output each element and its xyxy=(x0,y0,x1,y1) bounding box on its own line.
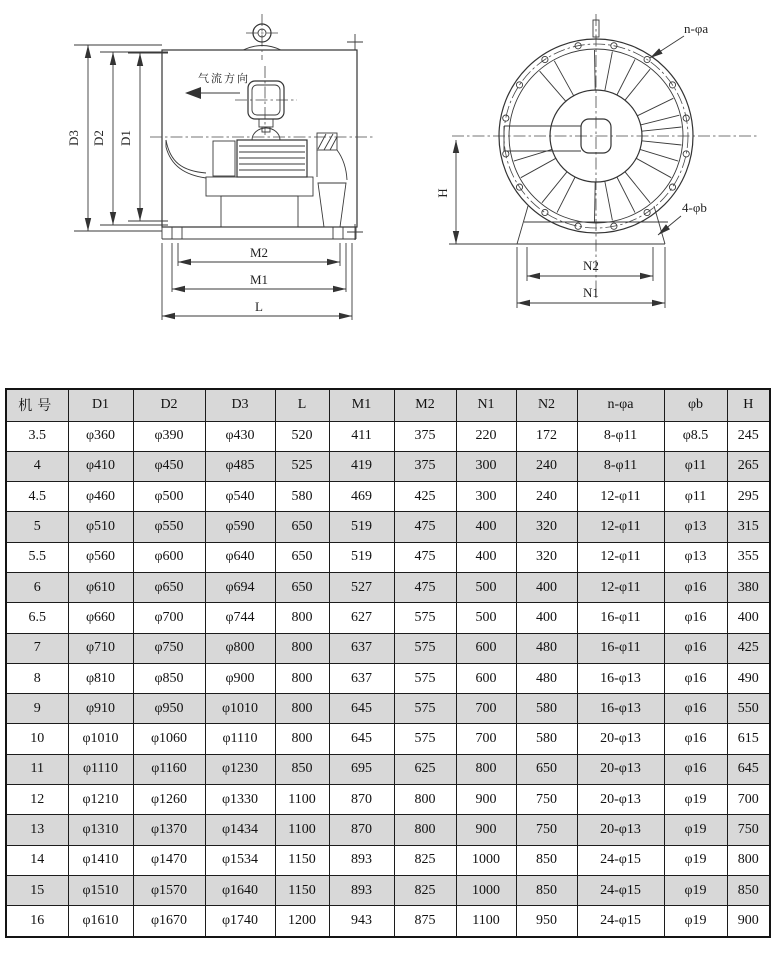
table-row xyxy=(6,754,770,784)
table-cell: φ19 xyxy=(664,785,727,815)
table-cell: 220 xyxy=(456,421,516,451)
table-cell: 750 xyxy=(516,815,577,845)
table-cell: 6 xyxy=(6,572,68,602)
table-cell: 469 xyxy=(329,482,394,512)
table-cell: 580 xyxy=(516,694,577,724)
diffuser-cone xyxy=(318,183,346,227)
dim-label-n2: N2 xyxy=(583,258,599,273)
table-cell: φ16 xyxy=(664,724,727,754)
table-cell: 400 xyxy=(516,572,577,602)
table-cell: 580 xyxy=(275,482,329,512)
table-row xyxy=(6,785,770,815)
table-cell: φ1060 xyxy=(133,724,205,754)
table-cell: φ1160 xyxy=(133,754,205,784)
table-cell: 580 xyxy=(516,724,577,754)
table-cell: 800 xyxy=(275,633,329,663)
table-cell: φ360 xyxy=(68,421,133,451)
table-cell: 320 xyxy=(516,512,577,542)
table-cell: 16-φ13 xyxy=(577,663,664,693)
table-cell: 1150 xyxy=(275,845,329,875)
table-cell: 16 xyxy=(6,906,68,937)
table-cell: 240 xyxy=(516,482,577,512)
table-cell: 527 xyxy=(329,572,394,602)
motor xyxy=(213,140,307,177)
table-cell: φ900 xyxy=(205,663,275,693)
table-cell: 637 xyxy=(329,633,394,663)
table-cell: 315 xyxy=(727,512,770,542)
table-cell: 425 xyxy=(394,482,456,512)
motor-pedestal xyxy=(206,177,346,227)
table-cell: φ430 xyxy=(205,421,275,451)
table-cell: 825 xyxy=(394,845,456,875)
table-cell: φ700 xyxy=(133,603,205,633)
table-cell: 12-φ11 xyxy=(577,572,664,602)
table-cell: 3.5 xyxy=(6,421,68,451)
dim-label-d1: D1 xyxy=(118,130,133,146)
table-row xyxy=(6,724,770,754)
col-header-m2: M2 xyxy=(394,389,456,421)
table-cell: 400 xyxy=(456,512,516,542)
dim-label-m1: M1 xyxy=(249,272,269,287)
table-cell: φ540 xyxy=(205,482,275,512)
table-cell: 8-φ11 xyxy=(577,451,664,481)
table-cell: φ11 xyxy=(664,482,727,512)
diameter-dimensions xyxy=(66,45,168,231)
table-cell: 300 xyxy=(456,482,516,512)
table-cell: φ640 xyxy=(205,542,275,572)
table-cell: 900 xyxy=(727,906,770,937)
table-cell: 1150 xyxy=(275,875,329,905)
table-cell: φ1470 xyxy=(133,845,205,875)
table-cell: 625 xyxy=(394,754,456,784)
table-cell: 475 xyxy=(394,542,456,572)
table-cell: 375 xyxy=(394,421,456,451)
table-cell: φ590 xyxy=(205,512,275,542)
table-cell: φ650 xyxy=(133,572,205,602)
table-cell: 500 xyxy=(456,603,516,633)
col-header-d1: D1 xyxy=(68,389,133,421)
table-cell: 893 xyxy=(329,845,394,875)
inlet-bell xyxy=(166,140,206,178)
table-cell: φ1510 xyxy=(68,875,133,905)
dim-label-m2: M2 xyxy=(249,245,269,260)
table-cell: 425 xyxy=(727,633,770,663)
airflow-direction-label: 气流方向 xyxy=(198,73,250,85)
table-cell: 850 xyxy=(516,845,577,875)
table-row xyxy=(6,663,770,693)
table-cell: φ19 xyxy=(664,815,727,845)
table-cell: 4.5 xyxy=(6,482,68,512)
table-cell: φ485 xyxy=(205,451,275,481)
table-cell: 575 xyxy=(394,694,456,724)
table-cell: φ1534 xyxy=(205,845,275,875)
table-cell: φ910 xyxy=(68,694,133,724)
table-cell: φ560 xyxy=(68,542,133,572)
table-cell: 870 xyxy=(329,785,394,815)
table-cell: φ16 xyxy=(664,572,727,602)
dim-label-h: H xyxy=(435,188,450,198)
table-cell: 600 xyxy=(456,633,516,663)
table-cell: 1000 xyxy=(456,845,516,875)
table-cell: 600 xyxy=(456,663,516,693)
table-cell: φ450 xyxy=(133,451,205,481)
table-cell: 14 xyxy=(6,845,68,875)
table-cell: φ550 xyxy=(133,512,205,542)
table-cell: 850 xyxy=(727,875,770,905)
table-cell: φ16 xyxy=(664,754,727,784)
table-cell: φ500 xyxy=(133,482,205,512)
table-cell: 700 xyxy=(456,724,516,754)
table-cell: 355 xyxy=(727,542,770,572)
table-cell: 1000 xyxy=(456,875,516,905)
table-cell: 943 xyxy=(329,906,394,937)
table-cell: 900 xyxy=(456,815,516,845)
table-cell: 575 xyxy=(394,724,456,754)
table-cell: 1200 xyxy=(275,906,329,937)
fan-casing-outline xyxy=(162,50,357,227)
table-cell: 16-φ11 xyxy=(577,603,664,633)
table-cell: φ850 xyxy=(133,663,205,693)
col-header-d3: D3 xyxy=(205,389,275,421)
table-cell: φ1330 xyxy=(205,785,275,815)
table-cell: 850 xyxy=(516,875,577,905)
table-cell: 825 xyxy=(394,875,456,905)
table-cell: 893 xyxy=(329,875,394,905)
table-cell: 850 xyxy=(275,754,329,784)
table-cell: 645 xyxy=(329,694,394,724)
table-cell: 695 xyxy=(329,754,394,784)
dim-label-d2: D2 xyxy=(91,130,106,146)
length-dimensions xyxy=(162,243,352,320)
table-row xyxy=(6,572,770,602)
table-cell: 5.5 xyxy=(6,542,68,572)
table-row xyxy=(6,694,770,724)
table-cell: φ810 xyxy=(68,663,133,693)
table-cell: φ1110 xyxy=(205,724,275,754)
table-cell: 6.5 xyxy=(6,603,68,633)
table-cell: 4 xyxy=(6,451,68,481)
table-cell: 8 xyxy=(6,663,68,693)
table-cell: φ16 xyxy=(664,633,727,663)
table-row xyxy=(6,512,770,542)
table-cell: 627 xyxy=(329,603,394,633)
table-cell: 700 xyxy=(727,785,770,815)
table-cell: 16-φ13 xyxy=(577,694,664,724)
table-cell: 300 xyxy=(456,451,516,481)
table-cell: 650 xyxy=(275,512,329,542)
table-cell: 645 xyxy=(727,754,770,784)
col-header-n-phi-a: n-φa xyxy=(577,389,664,421)
col-header-d2: D2 xyxy=(133,389,205,421)
table-cell: φ460 xyxy=(68,482,133,512)
table-cell: 550 xyxy=(727,694,770,724)
base-holes-label: 4-φb xyxy=(682,200,707,215)
col-header-phi-b: φb xyxy=(664,389,727,421)
table-row xyxy=(6,845,770,875)
table-cell: 800 xyxy=(394,785,456,815)
table-cell: 800 xyxy=(275,724,329,754)
table-cell: 20-φ13 xyxy=(577,724,664,754)
table-cell: 15 xyxy=(6,875,68,905)
table-cell: 615 xyxy=(727,724,770,754)
table-cell: φ694 xyxy=(205,572,275,602)
flange-holes-label: n-φa xyxy=(684,21,709,36)
table-cell: 800 xyxy=(394,815,456,845)
table-cell: φ1260 xyxy=(133,785,205,815)
table-cell: 9 xyxy=(6,694,68,724)
table-cell: 490 xyxy=(727,663,770,693)
table-cell: 700 xyxy=(456,694,516,724)
table-cell: 475 xyxy=(394,572,456,602)
table-cell: 12-φ11 xyxy=(577,542,664,572)
table-cell: φ1434 xyxy=(205,815,275,845)
spec-table-header xyxy=(6,389,770,421)
table-cell: 900 xyxy=(456,785,516,815)
table-cell: 650 xyxy=(275,572,329,602)
table-cell: 500 xyxy=(456,572,516,602)
base-feet xyxy=(162,227,356,239)
base-hole-callout xyxy=(658,200,707,235)
table-cell: 400 xyxy=(516,603,577,633)
table-cell: 265 xyxy=(727,451,770,481)
table-cell: 24-φ15 xyxy=(577,875,664,905)
table-cell: φ16 xyxy=(664,694,727,724)
table-cell: φ950 xyxy=(133,694,205,724)
table-cell: 12 xyxy=(6,785,68,815)
table-cell: 480 xyxy=(516,633,577,663)
table-cell: 5 xyxy=(6,512,68,542)
table-row xyxy=(6,603,770,633)
table-cell: 575 xyxy=(394,603,456,633)
table-cell: φ600 xyxy=(133,542,205,572)
table-cell: φ510 xyxy=(68,512,133,542)
table-cell: 1100 xyxy=(275,785,329,815)
table-row xyxy=(6,875,770,905)
dim-label-n1: N1 xyxy=(583,285,599,300)
table-cell: 12-φ11 xyxy=(577,482,664,512)
table-cell: 8-φ11 xyxy=(577,421,664,451)
table-cell: 575 xyxy=(394,633,456,663)
table-cell: 1100 xyxy=(275,815,329,845)
dim-label-l: L xyxy=(255,299,263,314)
table-cell: φ1670 xyxy=(133,906,205,937)
table-cell: 800 xyxy=(275,603,329,633)
table-cell: 650 xyxy=(275,542,329,572)
table-cell: φ1740 xyxy=(205,906,275,937)
table-cell: 24-φ15 xyxy=(577,845,664,875)
table-cell: φ1640 xyxy=(205,875,275,905)
table-cell: 245 xyxy=(727,421,770,451)
col-header-h: H xyxy=(727,389,770,421)
table-cell: 800 xyxy=(275,663,329,693)
table-row xyxy=(6,815,770,845)
side-view-drawing xyxy=(66,14,374,320)
height-dimension xyxy=(435,140,517,244)
table-cell: φ8.5 xyxy=(664,421,727,451)
table-cell: φ16 xyxy=(664,603,727,633)
table-cell: 1100 xyxy=(456,906,516,937)
table-cell: φ1230 xyxy=(205,754,275,784)
table-cell: 12-φ11 xyxy=(577,512,664,542)
table-cell: 13 xyxy=(6,815,68,845)
table-cell: φ750 xyxy=(133,633,205,663)
table-cell: 295 xyxy=(727,482,770,512)
table-cell: φ1370 xyxy=(133,815,205,845)
table-cell: 750 xyxy=(727,815,770,845)
table-cell: 11 xyxy=(6,754,68,784)
table-cell: 400 xyxy=(456,542,516,572)
table-cell: φ1010 xyxy=(68,724,133,754)
table-cell: φ1110 xyxy=(68,754,133,784)
front-view-drawing xyxy=(435,14,758,308)
spec-table-body xyxy=(6,421,770,937)
airflow-direction xyxy=(185,71,250,99)
table-cell: 525 xyxy=(275,451,329,481)
dim-label-d3: D3 xyxy=(66,130,81,146)
table-cell: φ390 xyxy=(133,421,205,451)
table-cell: 875 xyxy=(394,906,456,937)
table-cell: 650 xyxy=(516,754,577,784)
col-header-n1: N1 xyxy=(456,389,516,421)
table-cell: φ11 xyxy=(664,451,727,481)
flange-hole-callout xyxy=(650,21,708,58)
table-row xyxy=(6,906,770,937)
table-cell: 400 xyxy=(727,603,770,633)
airflow-arrowhead xyxy=(185,87,201,99)
table-cell: φ13 xyxy=(664,542,727,572)
table-row xyxy=(6,542,770,572)
technical-drawing xyxy=(0,0,771,380)
table-cell: 20-φ13 xyxy=(577,754,664,784)
table-cell: φ1570 xyxy=(133,875,205,905)
table-cell: φ410 xyxy=(68,451,133,481)
table-cell: 800 xyxy=(275,694,329,724)
table-cell: 20-φ13 xyxy=(577,815,664,845)
table-cell: 520 xyxy=(275,421,329,451)
table-cell: φ1210 xyxy=(68,785,133,815)
table-cell: 24-φ15 xyxy=(577,906,664,937)
table-cell: φ19 xyxy=(664,845,727,875)
table-cell: 10 xyxy=(6,724,68,754)
table-cell: φ660 xyxy=(68,603,133,633)
table-cell: 411 xyxy=(329,421,394,451)
table-cell: 870 xyxy=(329,815,394,845)
table-cell: φ1410 xyxy=(68,845,133,875)
table-cell: φ16 xyxy=(664,663,727,693)
table-cell: φ610 xyxy=(68,572,133,602)
table-cell: φ19 xyxy=(664,906,727,937)
table-cell: 637 xyxy=(329,663,394,693)
table-cell: 375 xyxy=(394,451,456,481)
base-width-dimensions xyxy=(517,247,665,308)
table-cell: 475 xyxy=(394,512,456,542)
table-cell: 575 xyxy=(394,663,456,693)
table-cell: φ19 xyxy=(664,875,727,905)
table-cell: 16-φ11 xyxy=(577,633,664,663)
header-row xyxy=(6,389,770,421)
col-header-model: 机号 xyxy=(6,389,68,421)
fan-dimension-drawing xyxy=(0,0,771,380)
table-row xyxy=(6,633,770,663)
table-cell: 519 xyxy=(329,542,394,572)
table-cell: 240 xyxy=(516,451,577,481)
table-cell: 20-φ13 xyxy=(577,785,664,815)
col-header-m1: M1 xyxy=(329,389,394,421)
table-cell: φ744 xyxy=(205,603,275,633)
table-cell: 750 xyxy=(516,785,577,815)
table-cell: 645 xyxy=(329,724,394,754)
dimension-spec-table xyxy=(5,388,771,938)
table-cell: 419 xyxy=(329,451,394,481)
motor-shaft xyxy=(504,126,581,151)
table-cell: 800 xyxy=(456,754,516,784)
table-cell: 380 xyxy=(727,572,770,602)
table-cell: φ800 xyxy=(205,633,275,663)
table-cell: φ1610 xyxy=(68,906,133,937)
table-cell: φ1310 xyxy=(68,815,133,845)
table-cell: φ1010 xyxy=(205,694,275,724)
table-cell: 950 xyxy=(516,906,577,937)
table-row xyxy=(6,451,770,481)
hub-section xyxy=(317,133,347,180)
table-cell: φ710 xyxy=(68,633,133,663)
mounting-base xyxy=(517,206,668,244)
table-cell: φ13 xyxy=(664,512,727,542)
table-cell: 320 xyxy=(516,542,577,572)
col-header-l: L xyxy=(275,389,329,421)
table-row xyxy=(6,482,770,512)
table-cell: 800 xyxy=(727,845,770,875)
table-cell: 7 xyxy=(6,633,68,663)
table-cell: 172 xyxy=(516,421,577,451)
lifting-eye xyxy=(243,14,281,60)
table-row xyxy=(6,421,770,451)
table-cell: 519 xyxy=(329,512,394,542)
col-header-n2: N2 xyxy=(516,389,577,421)
table-cell: 480 xyxy=(516,663,577,693)
